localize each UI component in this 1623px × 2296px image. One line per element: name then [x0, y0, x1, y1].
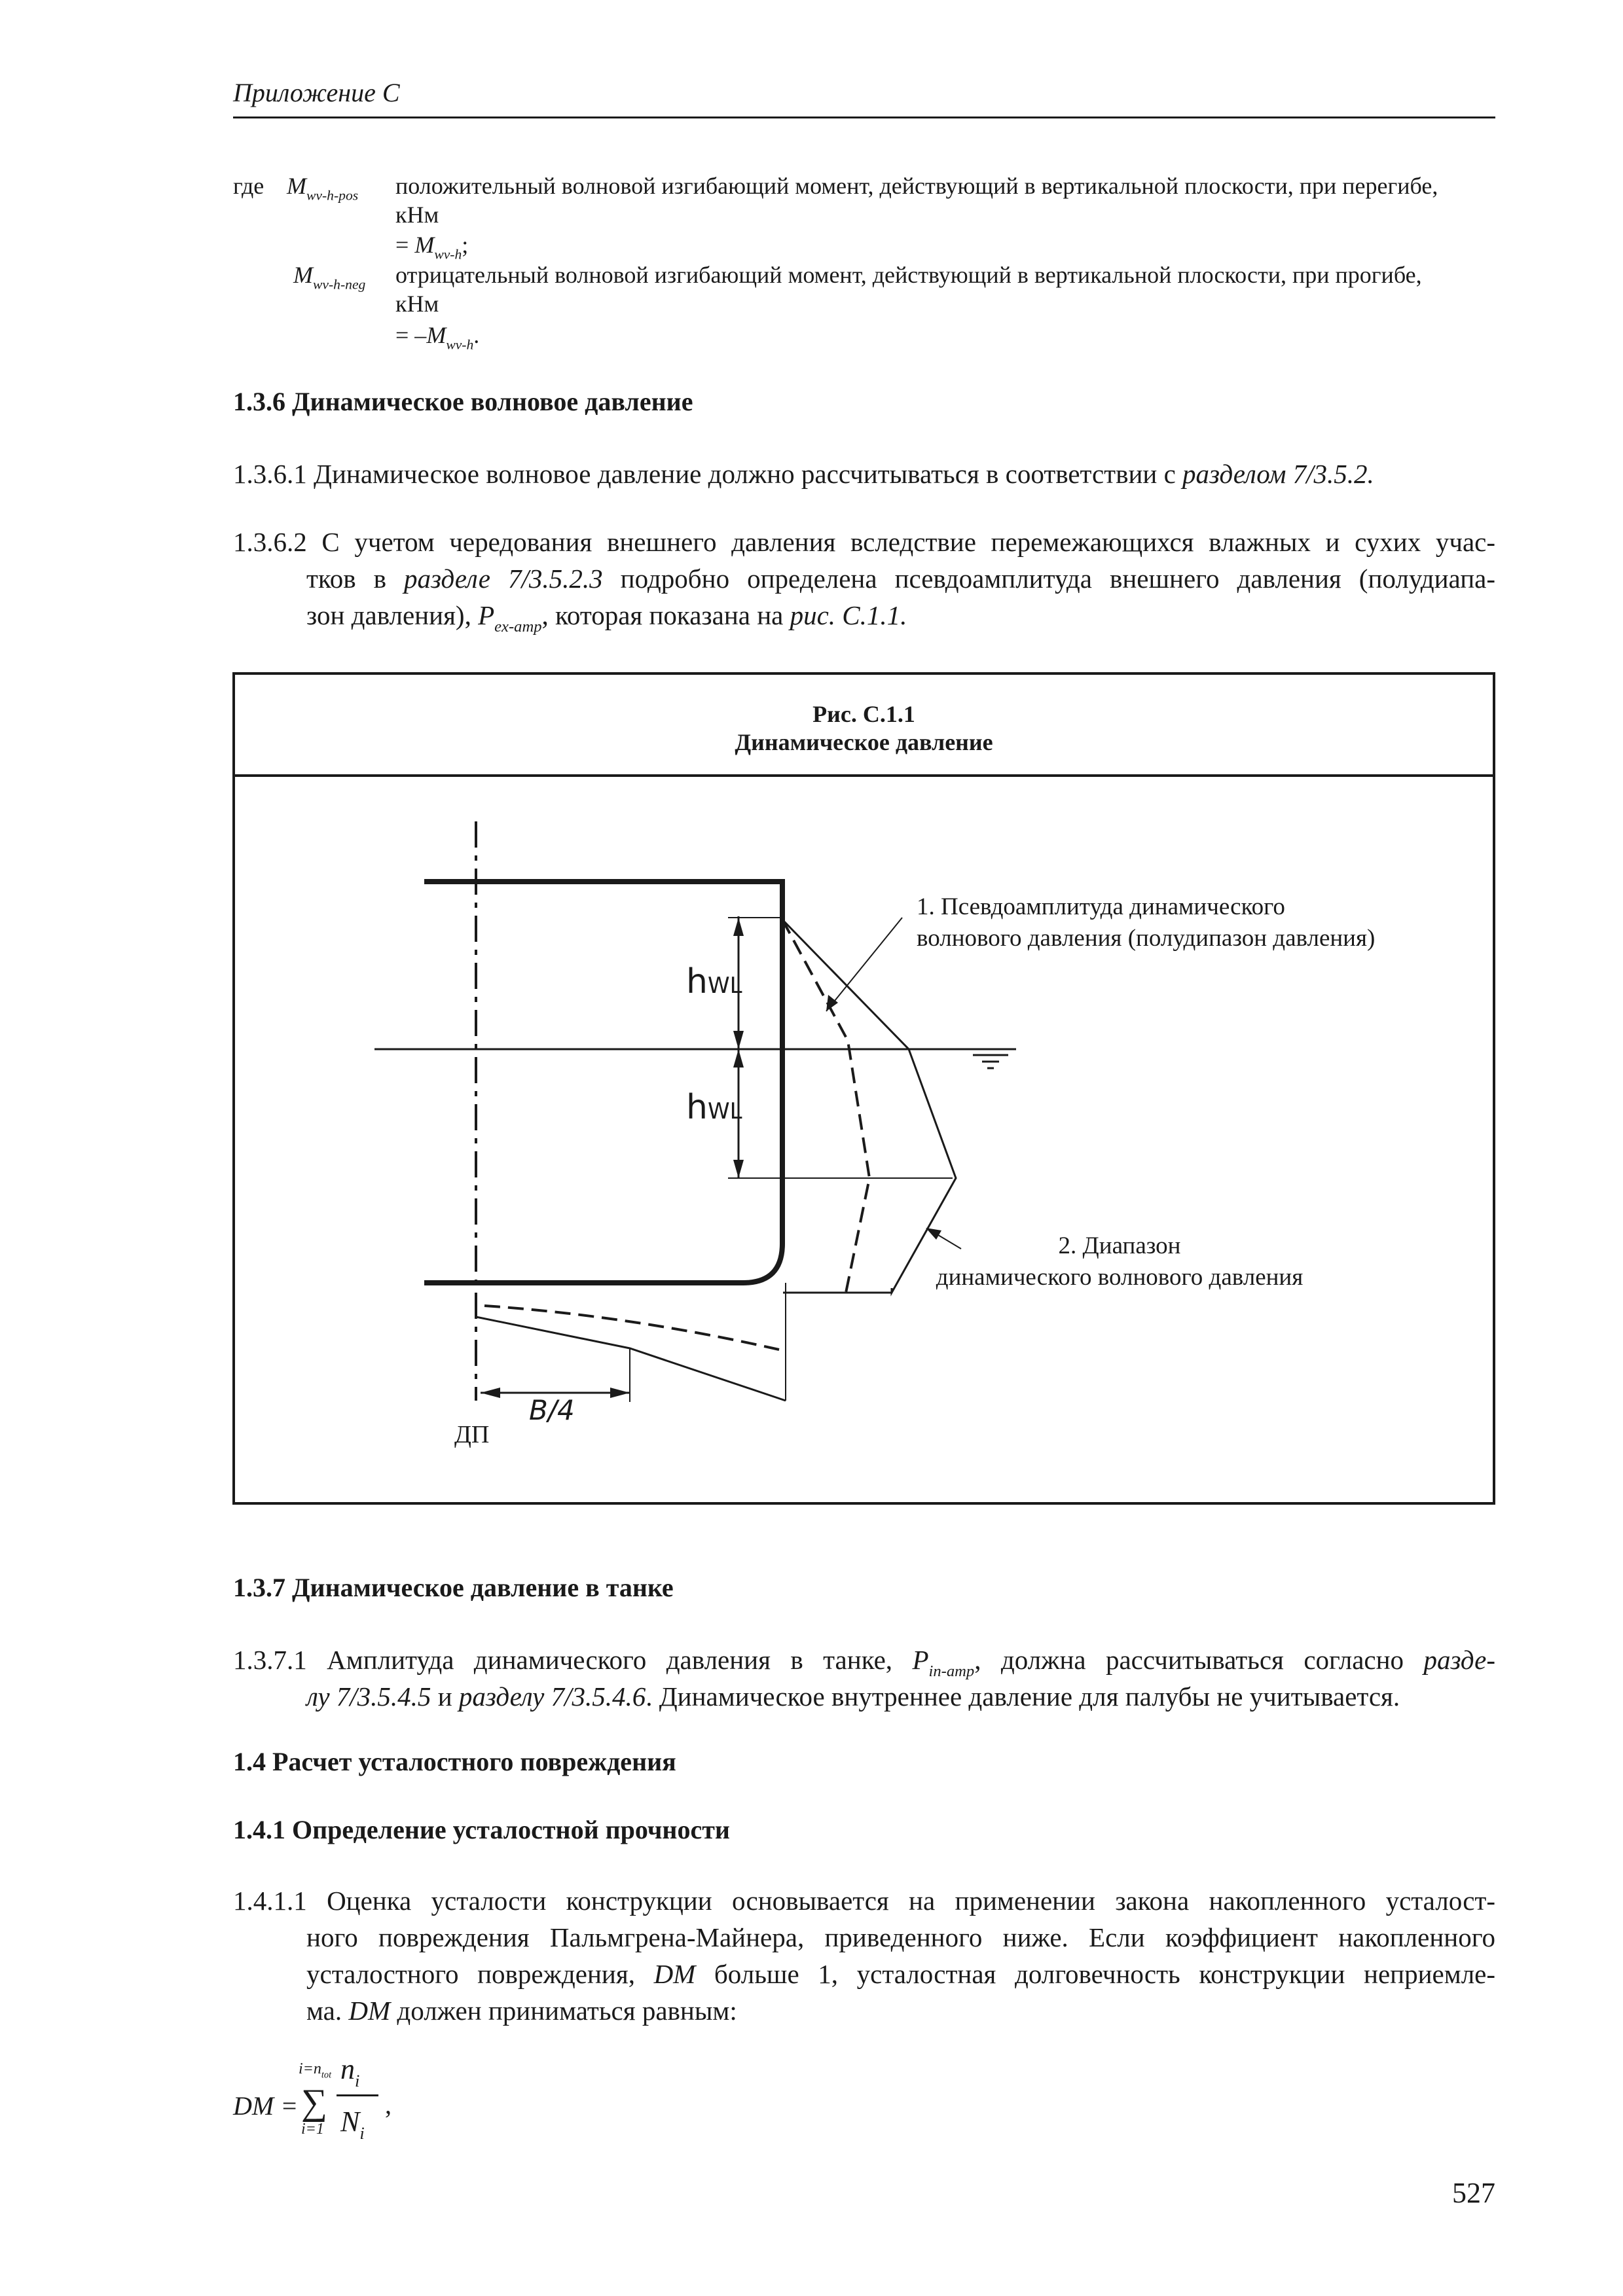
section-heading-1-3-7: 1.3.7 Динамическое давление в танке — [233, 1573, 674, 1602]
paragraph-1-4-1-1-line3: усталостного повреждения, DM больше 1, усталостная долговечность конструкции неприемле- — [306, 1959, 1495, 1989]
symbol-m-neg: $M_{wv-h-neg}$ — [293, 262, 366, 293]
b4-label: B/4 — [529, 1394, 575, 1426]
pseudo-amplitude-curve — [782, 920, 869, 1293]
formula-upper-limit: $i=n_{tot}$ — [299, 2060, 332, 2081]
running-header: Приложение С — [233, 78, 400, 107]
formula-fraction-bar — [337, 2094, 378, 2096]
formula-comma: , — [385, 2090, 392, 2119]
bottom-pressure-range — [476, 1317, 786, 1401]
hwl-label-upper: hWL — [686, 962, 742, 1001]
formula-lower-limit: i=1 — [301, 2121, 324, 2138]
definition-pos-text: положительный волновой изгибающий момент, действующий в вертикальной плоскости, при перегибе, — [395, 173, 1438, 199]
formula-numerator: $n_i$ — [340, 2053, 360, 2090]
formula-denominator: $N_i$ — [340, 2106, 365, 2143]
paragraph-1-3-7-1-line1: 1.3.7.1 Амплитуда динамического давления в танке, $P_{in-amp}$, должна рассчитываться согласно разде- — [233, 1645, 1495, 1681]
where-label: где — [233, 173, 264, 199]
figure-label-2: 2. Диапазон динамического волнового давления — [936, 1232, 1304, 1291]
hwl-label-lower: hWL — [686, 1088, 742, 1127]
paragraph-1-3-6-2-line2: тков в разделе 7/3.5.2.3 подробно определена псевдоамплитуда внешнего давления (полудиапа- — [306, 564, 1495, 594]
symbol-m-pos: $M_{wv-h-pos}$ — [287, 173, 359, 204]
hull-outline — [424, 882, 782, 1283]
paragraph-1-3-6-2-line1: 1.3.6.2 С учетом чередования внешнего давления вследствие перемежающихся влажных и сухих учас- — [233, 527, 1495, 557]
figure-title: Динамическое давление — [735, 729, 993, 755]
formula-dm — [233, 2055, 429, 2160]
paragraph-1-3-6-1: 1.3.6.1 Динамическое волновое давление должно рассчитываться в соответствии с разделом 7/3.5.2. — [233, 459, 1374, 489]
section-heading-1-4: 1.4 Расчет усталостного повреждения — [233, 1747, 676, 1776]
definition-neg-eq: = $-M_{wv-h}$. — [395, 322, 480, 353]
section-heading-1-3-6: 1.3.6 Динамическое волновое давление — [233, 387, 693, 416]
page-number: 527 — [1452, 2177, 1495, 2209]
formula-sum-sign: ∑ — [301, 2082, 327, 2123]
paragraph-1-4-1-1-line1: 1.4.1.1 Оценка усталости конструкции основывается на применении закона накопленного усталост- — [233, 1886, 1495, 1916]
paragraph-1-4-1-1-line4: ма. DM должен приниматься равным: — [306, 1996, 737, 2026]
paragraph-1-3-6-2-line3: зон давления), $P_{ex-amp}$, которая показана на рис. С.1.1. — [306, 600, 907, 636]
definition-neg-unit: кНм — [395, 291, 439, 317]
centerline-label: ДП — [454, 1421, 490, 1448]
definition-neg-text: отрицательный волновой изгибающий момент, действующий в вертикальной плоскости, при прогибе, — [395, 262, 1422, 288]
formula-lhs: DM = — [233, 2091, 299, 2121]
definition-pos-unit: кНм — [395, 202, 439, 228]
figure-number: Рис. С.1.1 — [812, 701, 915, 727]
paragraph-1-4-1-1-line2: ного повреждения Пальмгрена-Майнера, приведенного ниже. Если коэффициент накопленного — [306, 1922, 1495, 1952]
definition-pos-eq: = $M_{wv-h}$; — [395, 232, 469, 262]
section-heading-1-4-1: 1.4.1 Определение усталостной прочности — [233, 1815, 730, 1844]
figure-label-1: 1. Псевдоамплитуда динамического волнового давления (полудипазон давления) — [917, 893, 1376, 952]
paragraph-1-3-7-1-line2: лу 7/3.5.4.5 и разделу 7/3.5.4.6. Динамическое внутреннее давление для палубы не учитывается. — [306, 1681, 1400, 1712]
leader-label-1 — [826, 918, 902, 1011]
